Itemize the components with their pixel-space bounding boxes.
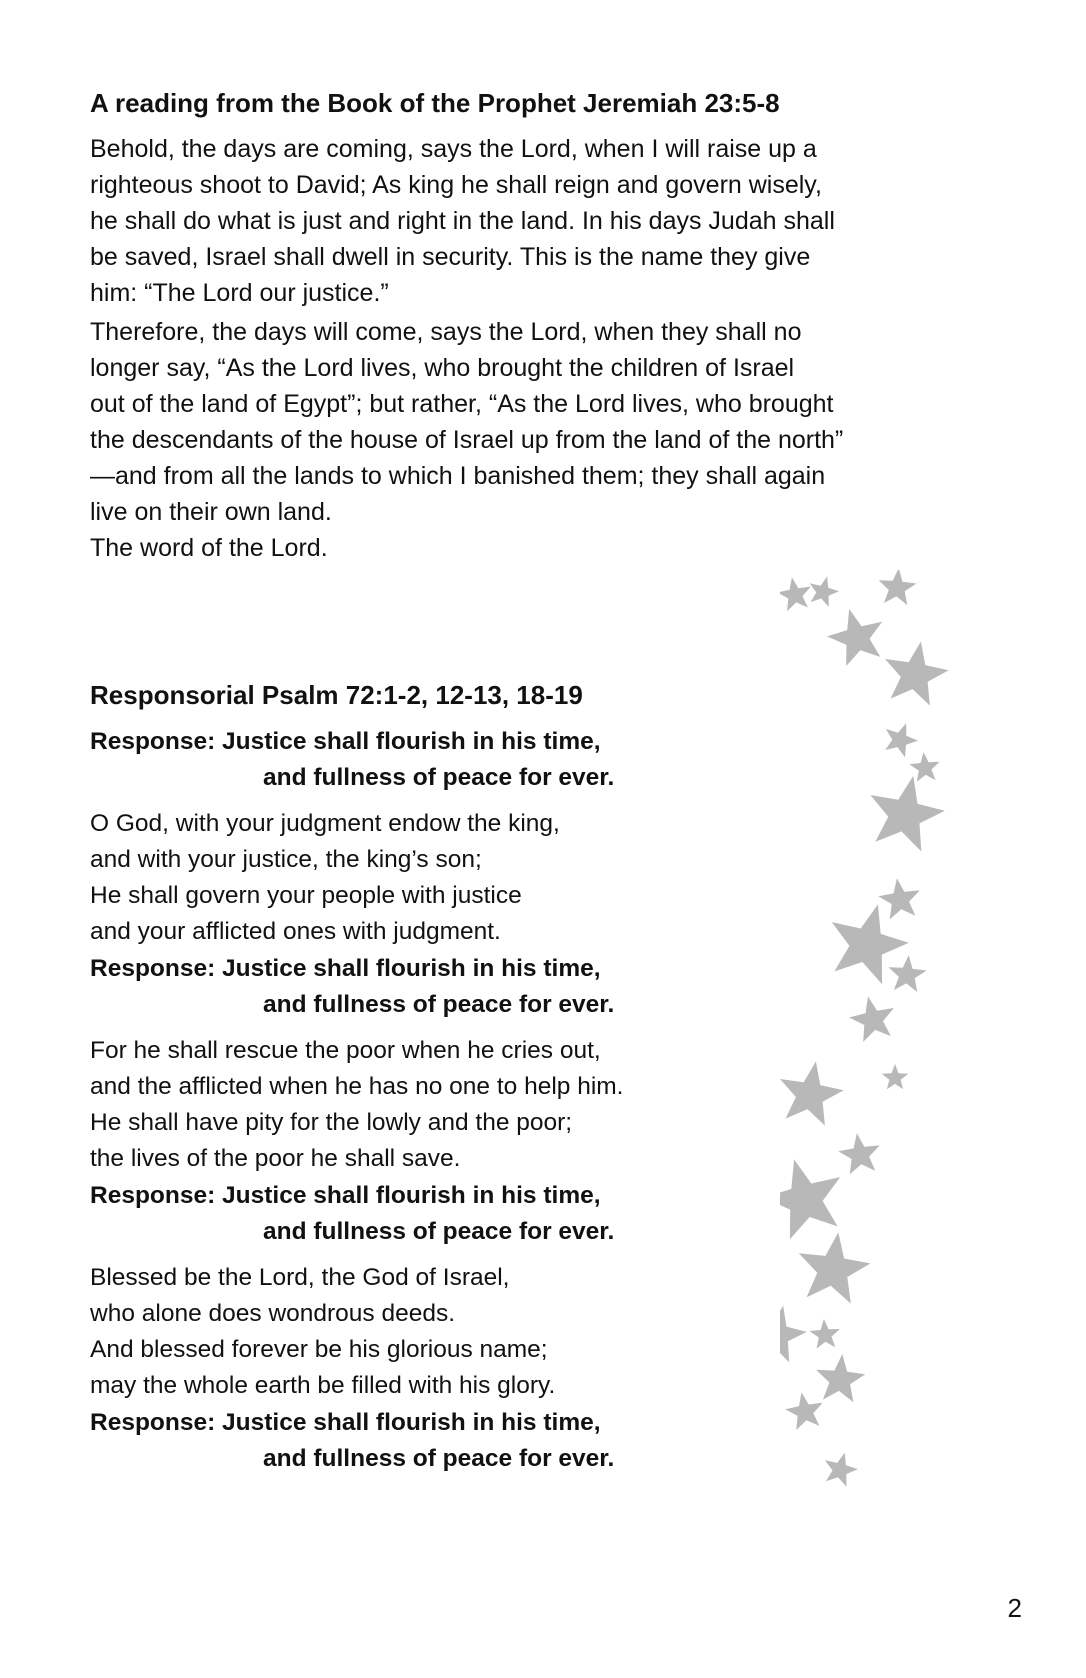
star-icon [849,997,894,1042]
verse-line: and with your justice, the king’s son; [90,846,482,873]
reading-line: righteous shoot to David; As king he shall reign and govern wisely, [90,171,822,199]
reading-line: out of the land of Egypt”; but rather, “As the Lord lives, who brought [90,390,834,418]
psalm-response [90,951,614,1023]
star-icon [882,1064,909,1089]
star-icon [825,1453,858,1487]
star-icon [810,577,839,607]
response-line-2: and fullness of peace for ever. [263,991,615,1018]
psalm-title: Responsorial Psalm 72:1-2, 12-13, 18-19 [90,680,583,710]
star-icon [810,1319,840,1349]
psalm-verse-3 [90,1260,555,1404]
psalm-verse-1 [90,806,560,950]
star-icon [909,752,939,782]
star-icon [816,1354,865,1402]
star-icon [885,723,918,757]
reading-line: Therefore, the days will come, says the Lord, when they shall no [90,318,802,346]
verse-line: O God, with your judgment endow the king, [90,810,560,837]
verse-line: And blessed forever be his glorious name; [90,1336,548,1363]
page-number: 2 [1007,1593,1022,1623]
star-icon [870,776,944,852]
star-icon [780,1062,844,1126]
star-decoration [780,570,1020,1570]
response-line-2: and fullness of peace for ever. [263,1218,615,1245]
psalm-response [90,724,614,796]
star-icon [889,955,927,992]
response-line-2: and fullness of peace for ever. [263,1445,615,1472]
psalm-verse-2 [90,1033,624,1177]
reading-line: Behold, the days are coming, says the Lord, when I will raise up a [90,135,817,163]
response-line-1: Response: Justice shall flourish in his time, [90,955,601,982]
verse-line: who alone does wondrous deeds. [90,1300,456,1327]
star-icon [838,1133,880,1174]
star-icon [780,577,811,611]
verse-line: Blessed be the Lord, the God of Israel, [90,1264,510,1291]
psalm-response [90,1405,614,1477]
star-icon [799,1232,871,1303]
verse-line: and your afflicted ones with judgment. [90,918,501,945]
star-icon [827,609,882,666]
reading-line: the descendants of the house of Israel up from the land of the north” [90,426,844,454]
star-icon [878,878,920,919]
reading-line: longer say, “As the Lord lives, who brought the children of Israel [90,354,795,382]
response-line-1: Response: Justice shall flourish in his time, [90,1182,601,1209]
star-icon [885,642,949,706]
star-icon [879,570,917,605]
verse-line: He shall govern your people with justice [90,882,522,909]
reading-title: A reading from the Book of the Prophet Jeremiah 23:5-8 [90,88,780,118]
reading-line: live on their own land. [90,498,332,526]
star-icon [785,1392,823,1430]
reading-paragraph-2 [90,314,843,530]
reading-line: him: “The Lord our justice.” [90,279,389,307]
response-line-1: Response: Justice shall flourish in his time, [90,1409,601,1436]
reading-line: be saved, Israel shall dwell in security. This is the name they give [90,243,811,271]
reading-line: he shall do what is just and right in the land. In his days Judah shall [90,207,835,235]
verse-line: may the whole earth be filled with his glory. [90,1372,556,1399]
verse-line: and the afflicted when he has no one to help him. [90,1073,624,1100]
verse-line: He shall have pity for the lowly and the poor; [90,1109,573,1136]
response-line-1: Response: Justice shall flourish in his time, [90,728,601,755]
star-icon [780,1306,807,1363]
reading-closing: The word of the Lord. [90,534,328,562]
psalm-response [90,1178,614,1250]
verse-line: the lives of the poor he shall save. [90,1145,461,1172]
reading-line: —and from all the lands to which I banished them; they shall again [90,462,826,490]
star-icon [780,1159,840,1239]
response-line-2: and fullness of peace for ever. [263,764,615,791]
reading-paragraph-1 [90,131,835,311]
verse-line: For he shall rescue the poor when he cries out, [90,1037,601,1064]
